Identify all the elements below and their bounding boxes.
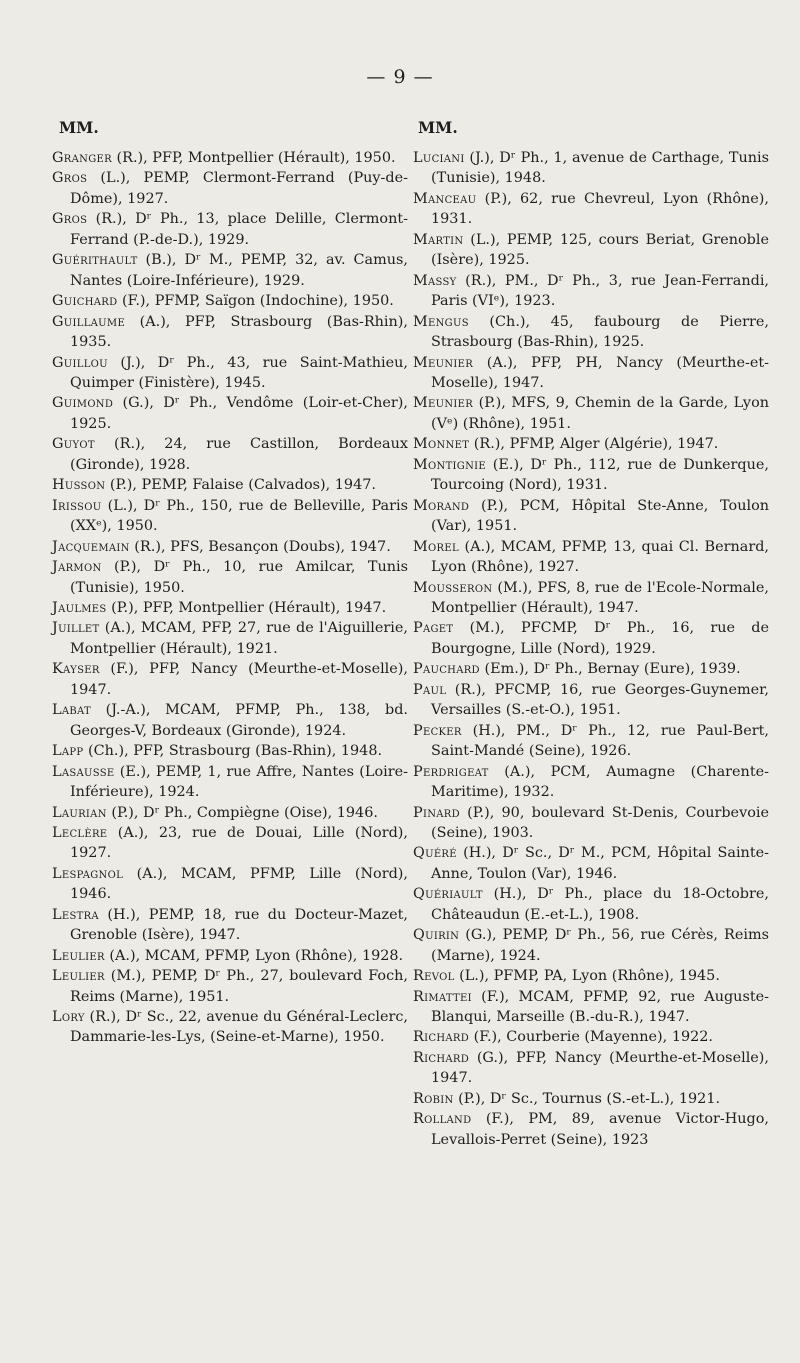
list-item [52, 762, 408, 803]
entry-name: Granger [52, 150, 112, 166]
entry-details: (G.), Dʳ Ph., Vendôme (Loir-et-Cher), 1925. [70, 395, 408, 432]
entry-name: Juillet [52, 620, 100, 637]
entry-name: Robin [413, 1090, 454, 1107]
entry-details: (L.), Dʳ Ph., 150, rue de Belleville, Paris (XXᵉ), 1950. [70, 497, 408, 535]
entry-details: (R.), PM., Dʳ Ph., 3, rue Jean-Ferrandi, Paris (VIᵉ), 1923. [431, 272, 769, 310]
entry-name: Lasausse [52, 763, 115, 780]
list-item [413, 537, 769, 578]
entry-details: (P.), MFS, 9, Chemin de la Garde, Lyon (Vᵉ) (Rhône), 1951. [431, 395, 769, 432]
entry-name: Kayser [52, 661, 100, 678]
entry-name: Richard [413, 1049, 470, 1066]
entry-details: (P.), PEMP, Falaise (Calvados), 1947. [105, 477, 376, 494]
entry-name: Pauchard [413, 661, 480, 678]
list-item [52, 1007, 408, 1048]
entry-details: (E.), Dʳ Ph., 112, rue de Dunkerque, Tourcoing (Nord), 1931. [431, 456, 769, 494]
column-heading: MM. [418, 118, 458, 137]
list-item [52, 209, 408, 250]
list-item [413, 659, 769, 679]
entry-name: Husson [52, 477, 106, 494]
list-item [52, 168, 408, 209]
entry-name: Monnet [413, 436, 470, 453]
list-item [413, 1089, 769, 1109]
entry-name: Lapp [52, 743, 84, 760]
list-item [52, 353, 408, 394]
entry-details: (A.), PFP, Strasbourg (Bas-Rhin), 1935. [70, 313, 408, 351]
entry-name: Guérithault [52, 252, 138, 269]
list-item [413, 189, 769, 230]
entry-name: Leclère [52, 824, 108, 841]
list-item [413, 271, 769, 312]
entry-name: Perdrigeat [413, 763, 489, 780]
right-column [413, 118, 769, 1150]
entry-name: Mengus [413, 313, 469, 330]
entry-details: (B.), Dʳ M., PEMP, 32, av. Camus, Nantes (Loire-Inférieure), 1929. [70, 252, 408, 289]
entry-name: Rolland [413, 1111, 472, 1128]
entry-details: (P.), PCM, Hôpital Ste-Anne, Toulon (Var), 1951. [431, 497, 769, 535]
entry-name: Guillaume [52, 313, 126, 330]
entry-details: (H.), PEMP, 18, rue du Docteur-Mazet, Grenoble (Isère), 1947. [70, 906, 408, 944]
entry-details: (R.), PFMP, Alger (Algérie), 1947. [469, 436, 719, 453]
entry-name: Pinard [413, 804, 460, 821]
entry-details: (F.), MCAM, PFMP, 92, rue Auguste-Blanqui, Marseille (B.-du-R.), 1947. [431, 988, 769, 1026]
list-item [413, 434, 769, 454]
entry-list [52, 148, 408, 1048]
entry-name: Manceau [413, 190, 477, 207]
entry-details: (A.), MCAM, PFMP, Lyon (Rhône), 1928. [104, 947, 404, 964]
entry-name: Meunier [413, 395, 474, 412]
list-item [52, 598, 408, 618]
list-item [413, 618, 769, 659]
entry-name: Quériault [413, 886, 483, 903]
list-item [52, 803, 408, 823]
entry-details: (R.), 24, rue Castillon, Bordeaux (Gironde), 1928. [70, 436, 408, 473]
entry-details: (H.), Dʳ Ph., place du 18-Octobre, Châteaudun (E.-et-L.), 1908. [431, 886, 769, 923]
entry-details: (Ch.), 45, faubourg de Pierre, Strasbourg (Bas-Rhin), 1925. [431, 313, 769, 351]
entry-details: (H.), Dʳ Sc., Dʳ M., PCM, Hôpital Sainte-Anne, Toulon (Var), 1946. [431, 845, 769, 882]
entry-details: (J.), Dʳ Ph., 1, avenue de Carthage, Tunis (Tunisie), 1948. [431, 150, 769, 187]
entry-name: Revol [413, 968, 455, 985]
list-item [52, 823, 408, 864]
entry-name: Morel [413, 538, 459, 555]
entry-name: Luciani [413, 150, 465, 166]
entry-details: (P.), PFP, Montpellier (Hérault), 1947. [106, 599, 387, 616]
list-item [413, 1109, 769, 1150]
entry-details: (A.), MCAM, PFP, 27, rue de l'Aiguillerie, Montpellier (Hérault), 1921. [70, 620, 408, 657]
list-item [52, 557, 408, 598]
entry-details: (G.), PEMP, Dʳ Ph., 56, rue Cérès, Reims (Marne), 1924. [431, 927, 769, 964]
list-item [413, 966, 769, 986]
entry-name: Richard [413, 1029, 470, 1046]
entry-details: (L.), PFMP, PA, Lyon (Rhône), 1945. [454, 968, 720, 985]
entry-name: Gros [52, 170, 88, 187]
entry-name: Irissou [52, 497, 102, 514]
list-item [52, 496, 408, 537]
list-item [413, 925, 769, 966]
entry-details: (A.), PFP, PH, Nancy (Meurthe-et-Moselle), 1947. [431, 354, 769, 391]
entry-details: (R.), PFP, Montpellier (Hérault), 1950. [111, 150, 396, 166]
entry-details: (F.), Courberie (Mayenne), 1922. [469, 1029, 714, 1046]
entry-name: Martin [413, 231, 464, 248]
list-item [52, 537, 408, 557]
entry-details: (F.), PFP, Nancy (Meurthe-et-Moselle), 1947. [70, 661, 408, 698]
entry-name: Lory [52, 1009, 85, 1026]
entry-details: (R.), PFCMP, 16, rue Georges-Guynemer, Versailles (S.-et-O.), 1951. [431, 681, 769, 719]
list-item [52, 946, 408, 966]
entry-details: (F.), PFMP, Saïgon (Indochine), 1950. [117, 293, 394, 310]
list-item [413, 762, 769, 803]
list-item [52, 475, 408, 495]
list-item [413, 1027, 769, 1047]
list-item [52, 905, 408, 946]
entry-name: Quéré [413, 845, 457, 862]
entry-name: Montignie [413, 456, 486, 473]
list-item [413, 843, 769, 884]
list-item [413, 148, 769, 189]
entry-details: (F.), PM, 89, avenue Victor-Hugo, Levallois-Perret (Seine), 1923 [431, 1111, 769, 1148]
list-item [52, 291, 408, 311]
list-item [52, 659, 408, 700]
entry-name: Lestra [52, 906, 99, 923]
list-item [413, 721, 769, 762]
list-item [52, 864, 408, 905]
entry-details: (A.), 23, rue de Douai, Lille (Nord), 1927. [70, 824, 408, 862]
entry-name: Guyot [52, 436, 95, 453]
entry-details: (P.), Dʳ Ph., 10, rue Amilcar, Tunis (Tunisie), 1950. [70, 559, 408, 596]
entry-details: (Em.), Dʳ Ph., Bernay (Eure), 1939. [479, 661, 741, 678]
entry-name: Labat [52, 702, 91, 719]
entry-details: (L.), PEMP, 125, cours Beriat, Grenoble (Isère), 1925. [431, 231, 769, 269]
entry-name: Pecker [413, 722, 462, 739]
list-item [413, 987, 769, 1028]
entry-details: (R.), Dʳ Ph., 13, place Delille, Clermont-Ferrand (P.-de-D.), 1929. [70, 211, 408, 248]
entry-name: Jaulmes [52, 599, 107, 616]
entry-details: (G.), PFP, Nancy (Meurthe-et-Moselle), 1947. [431, 1049, 769, 1087]
entry-details: (L.), PEMP, Clermont-Ferrand (Puy-de-Dôme), 1927. [70, 170, 408, 207]
entry-name: Gros [52, 211, 88, 228]
list-item [52, 250, 408, 291]
entry-name: Morand [413, 497, 470, 514]
list-item [413, 312, 769, 353]
list-item [413, 884, 769, 925]
entry-name: Guichard [52, 293, 118, 310]
entry-name: Paul [413, 681, 447, 698]
list-item [413, 680, 769, 721]
entry-details: (M.), PEMP, Dʳ Ph., 27, boulevard Foch, Reims (Marne), 1951. [70, 968, 408, 1005]
list-item [413, 353, 769, 394]
entry-details: (A.), PCM, Aumagne (Charente-Maritime), 1932. [431, 763, 769, 801]
entry-details: (A.), MCAM, PFMP, 13, quai Cl. Bernard, Lyon (Rhône), 1927. [431, 538, 769, 576]
list-item [413, 496, 769, 537]
list-item [413, 230, 769, 271]
entry-details: (Ch.), PFP, Strasbourg (Bas-Rhin), 1948. [83, 743, 383, 760]
entry-name: Guillou [52, 354, 108, 371]
list-item [52, 393, 408, 434]
list-item [413, 455, 769, 496]
entry-name: Leulier [52, 947, 105, 964]
entry-details: (M.), PFS, 8, rue de l'Ecole-Normale, Montpellier (Hérault), 1947. [431, 579, 769, 616]
entry-name: Lespagnol [52, 865, 124, 882]
entry-details: (H.), PM., Dʳ Ph., 12, rue Paul-Bert, Saint-Mandé (Seine), 1926. [431, 722, 769, 760]
list-item [52, 434, 408, 475]
column-heading: MM. [59, 118, 99, 137]
entry-name: Leulier [52, 968, 105, 985]
entry-name: Paget [413, 620, 454, 637]
list-item [413, 393, 769, 434]
entry-details: (E.), PEMP, 1, rue Affre, Nantes (Loire-Inférieure), 1924. [70, 763, 408, 801]
entry-details: (J.-A.), MCAM, PFMP, Ph., 138, bd. Georges-V, Bordeaux (Gironde), 1924. [70, 702, 408, 739]
entry-name: Meunier [413, 354, 474, 371]
left-column [52, 118, 408, 1048]
list-item [413, 803, 769, 844]
entry-details: (J.), Dʳ Ph., 43, rue Saint-Mathieu, Quimper (Finistère), 1945. [70, 354, 408, 391]
page-number: — 9 — [366, 66, 434, 88]
entry-details: (R.), Dʳ Sc., 22, avenue du Général-Leclerc, Dammarie-les-Lys, (Seine-et-Marne), 1950. [70, 1009, 408, 1046]
entry-details: (A.), MCAM, PFMP, Lille (Nord), 1946. [70, 865, 408, 903]
list-item [52, 618, 408, 659]
entry-name: Jacquemain [52, 538, 130, 555]
entry-name: Massy [413, 272, 457, 289]
list-item [52, 741, 408, 761]
entry-details: (P.), 90, boulevard St-Denis, Courbevoie (Seine), 1903. [431, 804, 769, 841]
list-item [413, 1048, 769, 1089]
entry-name: Guimond [52, 395, 114, 412]
list-item [52, 312, 408, 353]
list-item [413, 578, 769, 619]
entry-name: Rimattei [413, 988, 472, 1005]
entry-name: Quirin [413, 927, 460, 944]
entry-details: (R.), PFS, Besançon (Doubs), 1947. [129, 538, 391, 555]
entry-details: (P.), Dʳ Sc., Tournus (S.-et-L.), 1921. [453, 1090, 721, 1107]
entry-name: Laurian [52, 804, 107, 821]
entry-name: Mousseron [413, 579, 493, 596]
list-item [52, 148, 408, 168]
entry-list [413, 148, 769, 1150]
entry-details: (M.), PFCMP, Dʳ Ph., 16, rue de Bourgogne, Lille (Nord), 1929. [431, 620, 769, 657]
entry-name: Jarmon [52, 559, 102, 576]
list-item [52, 700, 408, 741]
list-item [52, 966, 408, 1007]
entry-details: (P.), Dʳ Ph., Compiègne (Oise), 1946. [106, 804, 378, 821]
entry-details: (P.), 62, rue Chevreul, Lyon (Rhône), 1931. [431, 190, 769, 228]
